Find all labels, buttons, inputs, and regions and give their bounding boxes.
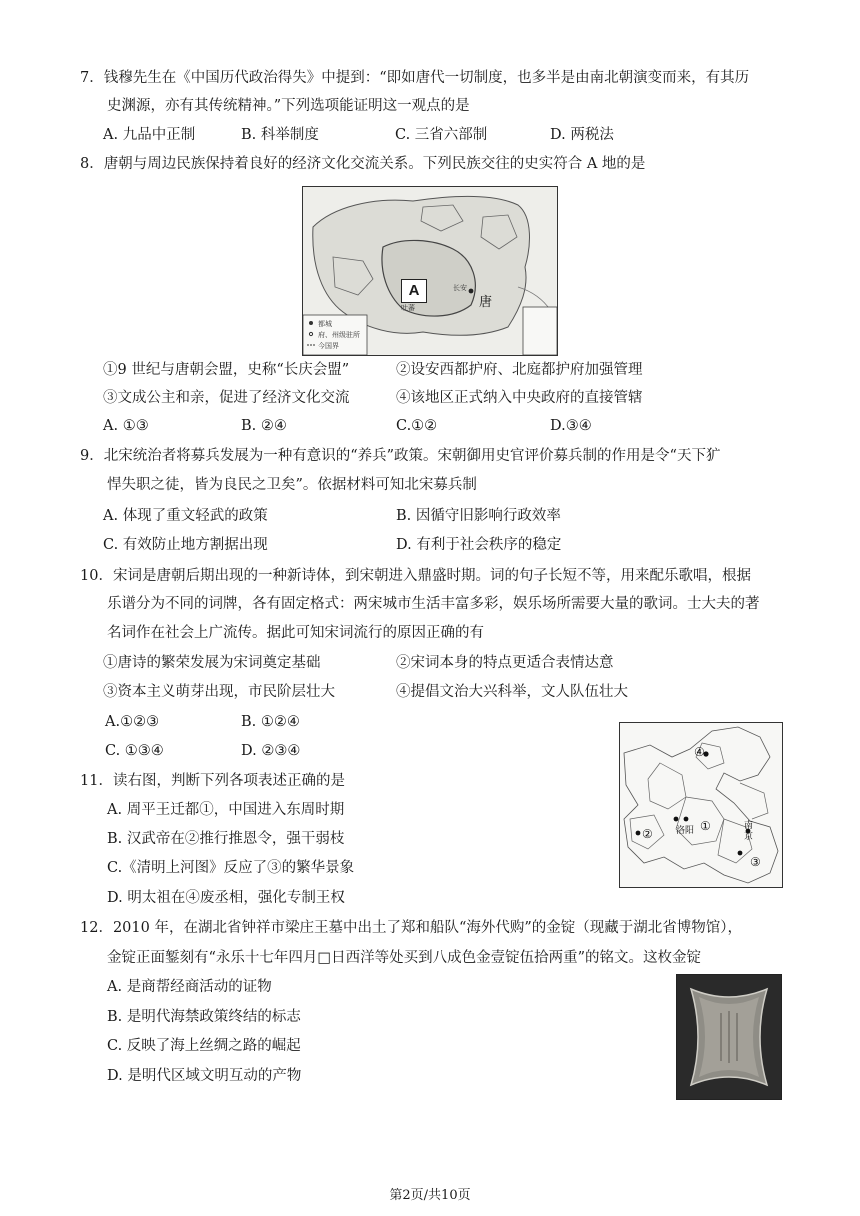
q7-option-d: D. 两税法: [550, 127, 614, 143]
q11-stem: 11．读右图，判断下列各项表述正确的是: [80, 773, 345, 789]
map-label-tubo: 吐蕃: [401, 304, 415, 312]
q7-stem-line1: 7．钱穆先生在《中国历代政治得失》中提到：“即如唐代一切制度，也多半是由南北朝演变而来，有其历: [80, 70, 750, 86]
gold-ingot-photo: [676, 974, 782, 1100]
page-number: 第2页/共10页: [389, 1188, 471, 1203]
map-legend-border: 今国界: [318, 342, 339, 350]
q10-option-d: D. ②③④: [241, 743, 301, 759]
map-marker-3: ③: [750, 855, 761, 869]
q8-statement-1: ①9 世纪与唐朝会盟，史称“长庆会盟”: [103, 362, 350, 378]
map-marker-4: ④: [694, 745, 705, 759]
q7-option-b: B. 科举制度: [241, 127, 319, 143]
map-legend-capital: 都城: [318, 320, 332, 328]
q9-option-d: D. 有利于社会秩序的稳定: [396, 537, 562, 553]
q8-statement-2: ②设安西都护府、北庭都护府加强管理: [396, 362, 643, 378]
q10-statement-4: ④提倡文治大兴科举，文人队伍壮大: [396, 684, 628, 700]
map-marker-1: ①: [700, 819, 711, 833]
q10-option-a: A.①②③: [105, 714, 160, 730]
q7-stem-line2: 史渊源，亦有其传统精神。”下列选项能证明这一观点的是: [107, 98, 470, 114]
q10-stem-line1: 10．宋词是唐朝后期出现的一种新诗体，到宋朝进入鼎盛时期。词的句子长短不等，用来配乐歌唱，根据: [80, 568, 751, 584]
q8-option-b: B. ②④: [241, 418, 287, 434]
q10-option-b: B. ①②④: [241, 714, 300, 730]
q9-stem-line1: 9．北宋统治者将募兵发展为一种有意识的“养兵”政策。宋朝御用史官评价募兵制的作用是令“天下犷: [80, 448, 721, 464]
q9-option-a: A. 体现了重文轻武的政策: [103, 508, 268, 524]
q10-stem-line2: 乐谱分为不同的词牌，各有固定格式：两宋城市生活丰富多彩，娱乐场所需要大量的歌词。士大夫的著: [107, 596, 760, 612]
q8-option-a: A. ①③: [103, 418, 149, 434]
map-label-nan: 南: [744, 821, 754, 831]
q11-option-d: D. 明太祖在④废丞相，强化专制王权: [107, 890, 345, 906]
china-region-map: [619, 722, 783, 888]
map-label-luoyang: 洛阳: [676, 826, 695, 836]
q8-option-c: C.①②: [396, 418, 438, 434]
map-label-jing: 京: [744, 832, 754, 842]
map-legend-prefecture: 府、州级驻所: [318, 331, 360, 339]
q11-option-a: A. 周平王迁都①，中国进入东周时期: [107, 802, 345, 818]
q10-statement-2: ②宋词本身的特点更适合表情达意: [396, 655, 614, 671]
q11-option-b: B. 汉武帝在②推行推恩令，强干弱枝: [107, 831, 345, 847]
q10-statement-3: ③资本主义萌芽出现，市民阶层壮大: [103, 684, 335, 700]
q9-option-b: B. 因循守旧影响行政效率: [396, 508, 561, 524]
q8-statement-3: ③文成公主和亲，促进了经济文化交流: [103, 390, 350, 406]
q10-option-c: C. ①③④: [105, 743, 164, 759]
q9-option-c: C. 有效防止地方割据出现: [103, 537, 268, 553]
tang-map: [302, 186, 558, 356]
q12-option-a: A. 是商帮经商活动的证物: [107, 979, 272, 995]
map-marker-2: ②: [642, 827, 653, 841]
q12-stem-line1: 12．2010 年，在湖北省钟祥市梁庄王墓中出土了郑和船队“海外代购”的金锭（现藏于湖北省博物馆），: [80, 920, 743, 936]
q10-stem-line3: 名词作在社会上广流传。据此可知宋词流行的原因正确的有: [107, 625, 484, 641]
q9-stem-line2: 悍失职之徒，皆为良民之卫矣”。依据材料可知北宋募兵制: [107, 477, 477, 493]
q12-option-b: B. 是明代海禁政策终结的标志: [107, 1009, 301, 1025]
q8-option-d: D.③④: [550, 418, 592, 434]
gold-ingot-drawing: [677, 975, 781, 1099]
q7-option-c: C. 三省六部制: [395, 127, 488, 143]
q12-stem-line2: 金锭正面錾刻有“永乐十七年四月□日西洋等处买到八成色金壹锭伍拾两重”的铭文。这枚金锭: [107, 950, 702, 966]
q12-option-d: D. 是明代区域文明互动的产物: [107, 1068, 302, 1084]
q11-option-c: C.《清明上河图》反应了③的繁华景象: [107, 860, 355, 876]
map-label-changan: 长安: [453, 284, 467, 292]
q8-statement-4: ④该地区正式纳入中央政府的直接管辖: [396, 390, 643, 406]
q10-statement-1: ①唐诗的繁荣发展为宋词奠定基础: [103, 655, 321, 671]
q7-option-a: A. 九品中正制: [103, 127, 196, 143]
q12-option-c: C. 反映了海上丝绸之路的崛起: [107, 1038, 301, 1054]
map-label-tang: 唐: [479, 295, 493, 310]
q8-stem: 8．唐朝与周边民族保持着良好的经济文化交流关系。下列民族交往的史实符合 A 地的是: [80, 156, 646, 172]
map-label-a: A: [401, 279, 427, 303]
